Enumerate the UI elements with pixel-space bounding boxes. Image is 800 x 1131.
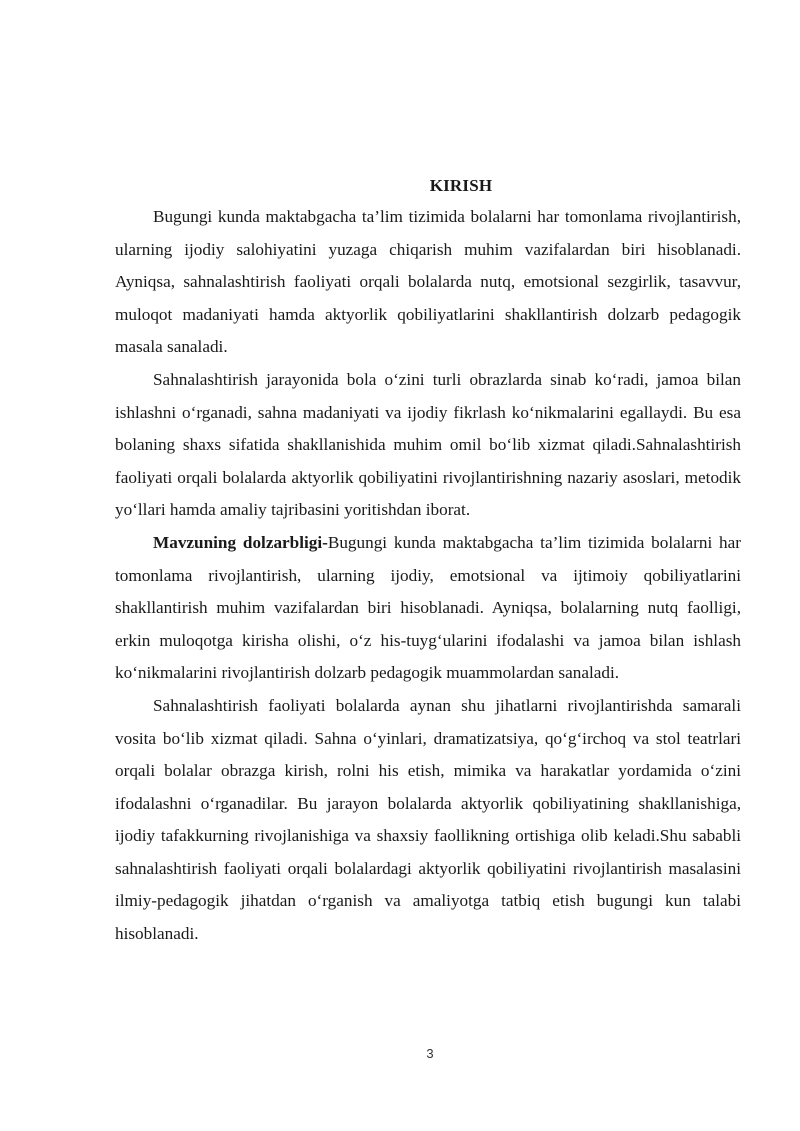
paragraph-relevance [115, 527, 741, 690]
paragraph-intro [115, 201, 741, 364]
paragraph-text: Sahnalashtirish faoliyati bolalarda aynan shu jihatlarni rivojlantirishda samarali vosita bo‘lib xizmat qiladi. Sahna o‘yinlari, dramatizatsiya, qo‘g‘irchoq va stol teatrlari orqali bolalar obrazga kirish, rolni his etish, mimika va harakatlar yordamida o‘zini ifodalashni o‘rganadilar. Bu jarayon bolalarda aktyorlik qobiliyatining shakllanishiga, ijodiy tafakkurning rivojlanishiga va shaxsiy faollikning ortishiga olib keladi.Shu sababli sahnalashtirish faoliyati orqali bolalardagi aktyorlik qobiliyatini rivojlantirish masalasini ilmiy-pedagogik jihatdan o‘rganish va amaliyotga tatbiq etish bugungi kun talabi hisoblanadi. [115, 695, 741, 944]
paragraph-text: Bugungi kunda maktabgacha ta’lim tizimida bolalarni har tomonlama rivojlantirish, ularning ijodiy salohiyatini yuzaga chiqarish muhim vazifalardan biri hisoblanadi. Ayniqsa, sahnalashtirish faoliyati orqali bolalarda nutq, emotsional sezgirlik, tasavvur, muloqot madaniyati hamda aktyorlik qobiliyatlarini shakllantirish dolzarb pedagogik masala sanaladi. [115, 207, 741, 357]
paragraph-text: Bugungi kunda maktabgacha ta’lim tizimida bolalarni har tomonlama rivojlantirish, ularning ijodiy, emotsional va ijtimoiy qobiliyatlarini shakllantirish muhim vazifalardan biri hisoblanadi. Ayniqsa, bolalarning nutq faolligi, erkin muloqotga kirisha olishi, o‘z his-tuyg‘ularini ifodalashi va jamoa bilan ishlash ko‘nikmalarini rivojlantirish dolzarb pedagogik muammolardan sanaladi. [115, 532, 741, 683]
section-title: KIRISH [429, 176, 493, 195]
paragraph-lead-bold: Mavzuning dolzarbligi- [153, 532, 328, 552]
paragraph-staging-process [115, 364, 741, 527]
document-page [115, 172, 741, 951]
paragraph-staging-activity [115, 690, 741, 951]
page-number: 3 [426, 1046, 434, 1061]
paragraph-text: Sahnalashtirish jarayonida bola o‘zini turli obrazlarda sinab ko‘radi, jamoa bilan ishlashni o‘rganadi, sahna madaniyati va ijodiy fikrlash ko‘nikmalarini egallaydi. Bu esa bolaning shaxs sifatida shakllanishida muhim omil bo‘lib xizmat qiladi.Sahnalashtirish faoliyati orqali bolalarda aktyorlik qobiliyatini rivojlantirishning nazariy asoslari, metodik yo‘llari hamda amaliy tajribasini yoritishdan iborat. [115, 369, 741, 520]
